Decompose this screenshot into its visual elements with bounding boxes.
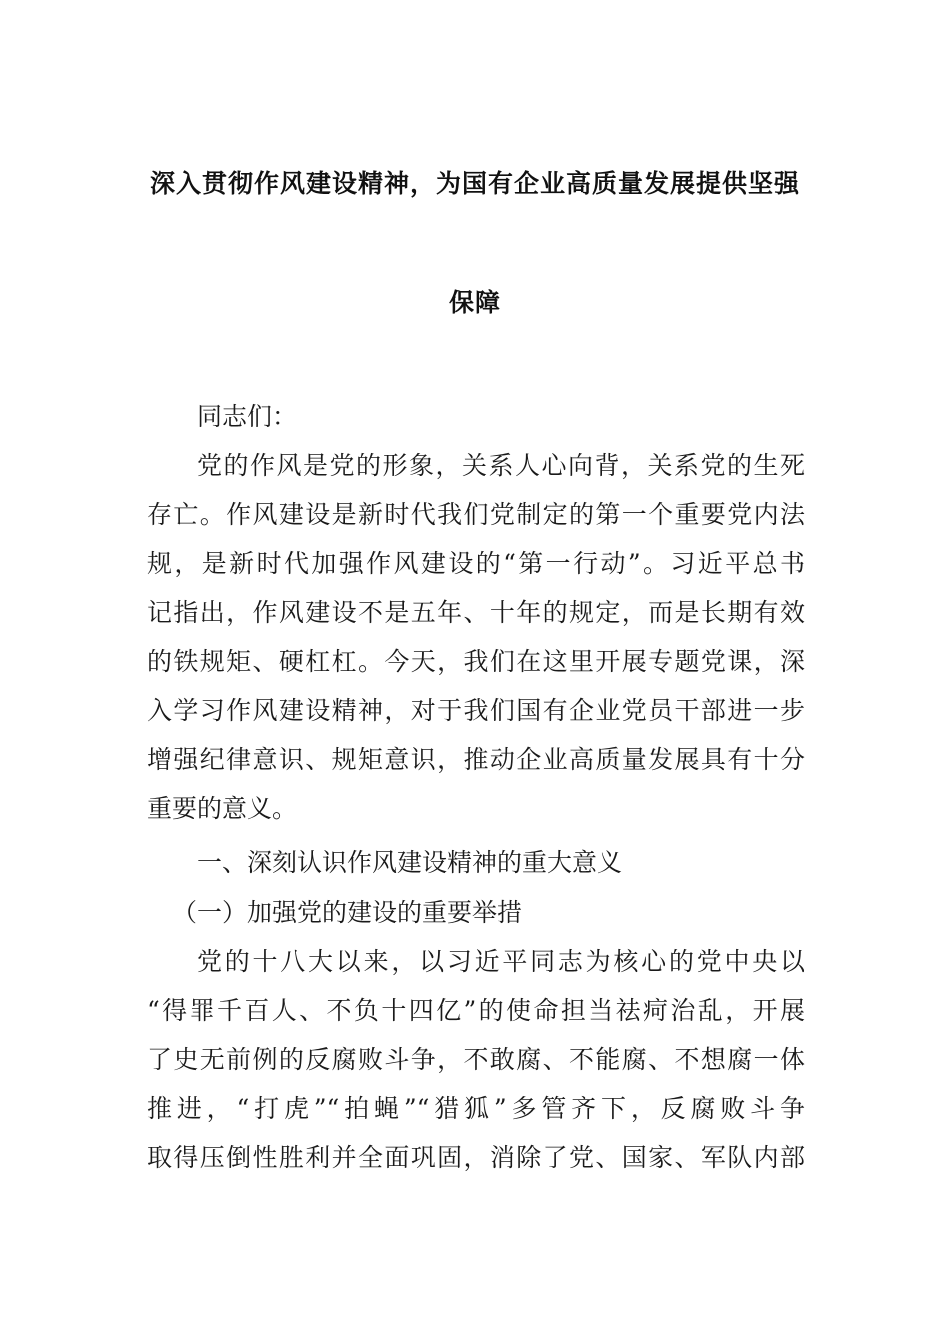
document-title-line-1: 深入贯彻作风建设精神，为国有企业高质量发展提供坚强: [149, 169, 800, 198]
paragraph-line: 推进，“打虎”“拍蝇”“猎狐”多管齐下，反腐败斗争: [147, 1094, 805, 1123]
section-heading-1: 一、深刻认识作风建设精神的重大意义: [197, 848, 623, 877]
paragraph-2: [147, 937, 805, 1182]
paragraph-line: 入学习作风建设精神，对于我们国有企业党员干部进一步: [147, 696, 805, 725]
paragraph-line: 的铁规矩、硬杠杠。今天，我们在这里开展专题党课，深: [147, 647, 805, 676]
paragraph-line: 取得压倒性胜利并全面巩固，消除了党、国家、军队内部: [147, 1143, 805, 1172]
salutation: 同志们：: [197, 402, 298, 431]
paragraph-line: 党的作风是党的形象，关系人心向背，关系党的生死: [197, 451, 805, 480]
paragraph-line: 增强纪律意识、规矩意识，推动企业高质量发展具有十分: [147, 745, 805, 774]
paragraph-1: [147, 441, 805, 833]
paragraph-line: 党的十八大以来，以习近平同志为核心的党中央以: [197, 947, 805, 976]
document-title-line-2: 保障: [448, 288, 501, 317]
paragraph-line: “得罪千百人、不负十四亿”的使命担当祛疴治乱，开展: [147, 996, 805, 1025]
paragraph-line: 了史无前例的反腐败斗争，不敢腐、不能腐、不想腐一体: [147, 1045, 805, 1074]
paragraph-line: 存亡。作风建设是新时代我们党制定的第一个重要党内法: [147, 500, 805, 529]
paragraph-line: 重要的意义。: [147, 794, 298, 823]
paragraph-line: 记指出，作风建设不是五年、十年的规定，而是长期有效: [147, 598, 805, 627]
paragraph-line: 规，是新时代加强作风建设的“第一行动”。习近平总书: [147, 549, 805, 578]
subsection-heading-1: （一）加强党的建设的重要举措: [172, 898, 523, 927]
